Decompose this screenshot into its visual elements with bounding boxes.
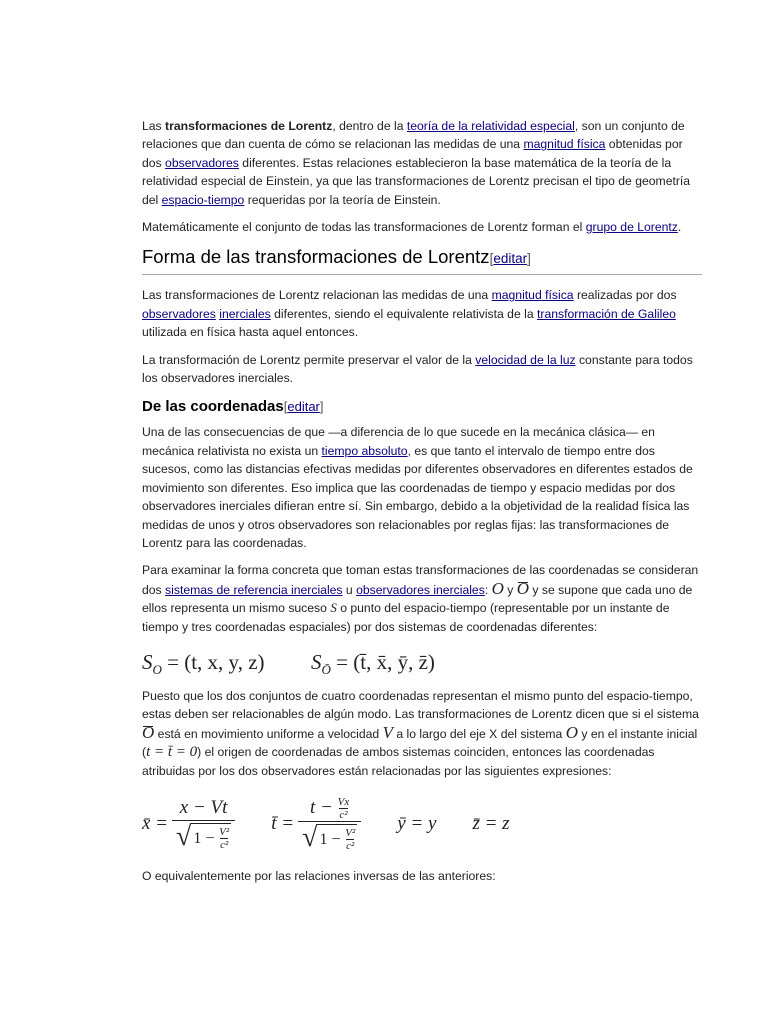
eq-y: ȳ = y <box>397 812 437 834</box>
math-O: O <box>491 578 504 598</box>
formula-lorentz <box>142 789 702 859</box>
intro-paragraph-1: Las transformaciones de Lorentz, dentro de la teoría de la relatividad especial, son un conjunto de relaciones que dan cuenta de cómo se relacionan las medidas de una magnitud física obtenidas por dos observadores diferentes. Estas relaciones establecieron la base matemática de la teoría de la relatividad especial de Einstein, ya que las transformaciones de Lorentz precisan el tipo de geometría del espacio-tiempo requeridas por la teoría de Einstein. <box>142 119 691 207</box>
link-magnitud-fisica[interactable]: magnitud física <box>523 137 606 152</box>
link-transformacion-galileo[interactable]: transformación de Galileo <box>537 306 676 321</box>
section1-paragraph-1: Las transformaciones de Lorentz relacionan las medidas de una magnitud física realizadas por dos observadores inerciales diferentes, siendo el equivalente relativista de la transformación de Galileo utilizada en física hasta aquel entonces. <box>142 288 677 340</box>
edit-link-coordenadas[interactable]: editar <box>287 399 320 415</box>
edit-section: [editar] <box>283 399 324 415</box>
math-O-bar: O <box>516 578 530 598</box>
edit-link-forma[interactable]: editar <box>493 251 528 267</box>
section2-paragraph-2: Para examinar la forma concreta que toman estas transformaciones de las coordenadas se consideran dos sistemas de referencia inerciales u observadores inerciales: O y O y se supone que cada uno de ellos representa un mismo suceso S o punto del espacio-tiempo (representable por un instante de tiempo y tres coordenadas espaciales) por dos sistemas de coordenadas diferentes: <box>142 563 699 634</box>
link-observadores[interactable]: observadores <box>165 155 239 170</box>
eq-z: z̄ = z <box>472 812 510 834</box>
section2-paragraph-3: Puesto que los dos conjuntos de cuatro coordenadas representan el mismo punto del espacio-tiempo, estas deben ser relacionables de algún modo. Las transformaciones de Lorentz dicen que si el sistema O está en movimiento uniforme a velocidad V a lo largo del eje X del sistema O y en el instante inicial (t = t̄ = 0) el origen de coordenadas de ambos sistemas coinciden, entonces las coordenadas atribuidas por los dos observadores están relacionadas por las siguientes expresiones: <box>142 688 699 778</box>
link-grupo-lorentz[interactable]: grupo de Lorentz <box>585 220 678 235</box>
math-t-zero: t = t̄ = 0 <box>146 744 198 761</box>
math-O-bar: O <box>142 722 155 742</box>
math-O: O <box>565 722 578 742</box>
eq-x: x̄ = x − Vt √ 1 − $\frac{\text{V²}}{\text{c²}}$ <box>142 796 235 851</box>
bold-term: transformaciones de Lorentz <box>165 119 333 133</box>
link-sistemas-referencia[interactable]: sistemas de referencia inerciales <box>165 582 343 597</box>
math-S: S <box>330 600 337 616</box>
eq-t: t̄ = t − $\frac{Vx}{\text{c²}}$ √ 1 − $\frac{\text{V²}}{\text{c²}}$ <box>271 796 361 852</box>
edit-section: [editar] <box>489 251 531 267</box>
link-espacio-tiempo[interactable]: espacio-tiempo <box>161 192 245 207</box>
formula-coordinates: $S_O = (t$, x, y, z) $S_Ō$ = (t̄, x̄, ȳ, z̄) <box>142 649 435 678</box>
link-observadores-2[interactable]: observadores <box>142 306 216 321</box>
link-observadores-inerciales[interactable]: observadores inerciales <box>356 582 485 597</box>
intro-paragraph-2: Matemáticamente el conjunto de todas las transformaciones de Lorentz forman el grupo de Lorentz. <box>142 220 682 235</box>
link-magnitud-fisica-2[interactable]: magnitud física <box>491 288 574 303</box>
link-velocidad-luz[interactable]: velocidad de la luz <box>475 352 576 367</box>
article-content <box>142 117 702 894</box>
section2-paragraph-4: O equivalentemente por las relaciones inversas de las anteriores: <box>142 868 496 883</box>
section2-paragraph-1: Una de las consecuencias de que —a diferencia de lo que sucede en la mecánica clásica— en mecánica relativista no exista un tiempo absoluto, es que tanto el intervalo de tiempo entre dos sucesos, como las distancias efectivas medidas por diferentes observadores en diferentes estados de movimiento son diferentes. Eso implica que las coordenadas de tiempo y espacio medidas por dos observadores inerciales difieran entre sí. Sin embargo, debido a la objetividad de la realidad física las medidas de unos y otros observadores son relacionables por reglas fijas: las transformaciones de Lorentz para las coordenadas. <box>142 425 693 550</box>
link-inerciales[interactable]: inerciales <box>219 306 271 321</box>
section-heading-coordenadas: De las coordenadas[editar] <box>142 398 324 416</box>
section1-paragraph-2: La transformación de Lorentz permite preservar el valor de la velocidad de la luz constante para todos los observadores inerciales. <box>142 352 693 386</box>
link-tiempo-absoluto[interactable]: tiempo absoluto <box>321 443 408 458</box>
link-relatividad-especial[interactable]: teoría de la relatividad especial <box>406 119 575 133</box>
section-heading-forma: Forma de las transformaciones de Lorentz[editar] <box>142 245 702 275</box>
math-V: V <box>382 722 393 742</box>
